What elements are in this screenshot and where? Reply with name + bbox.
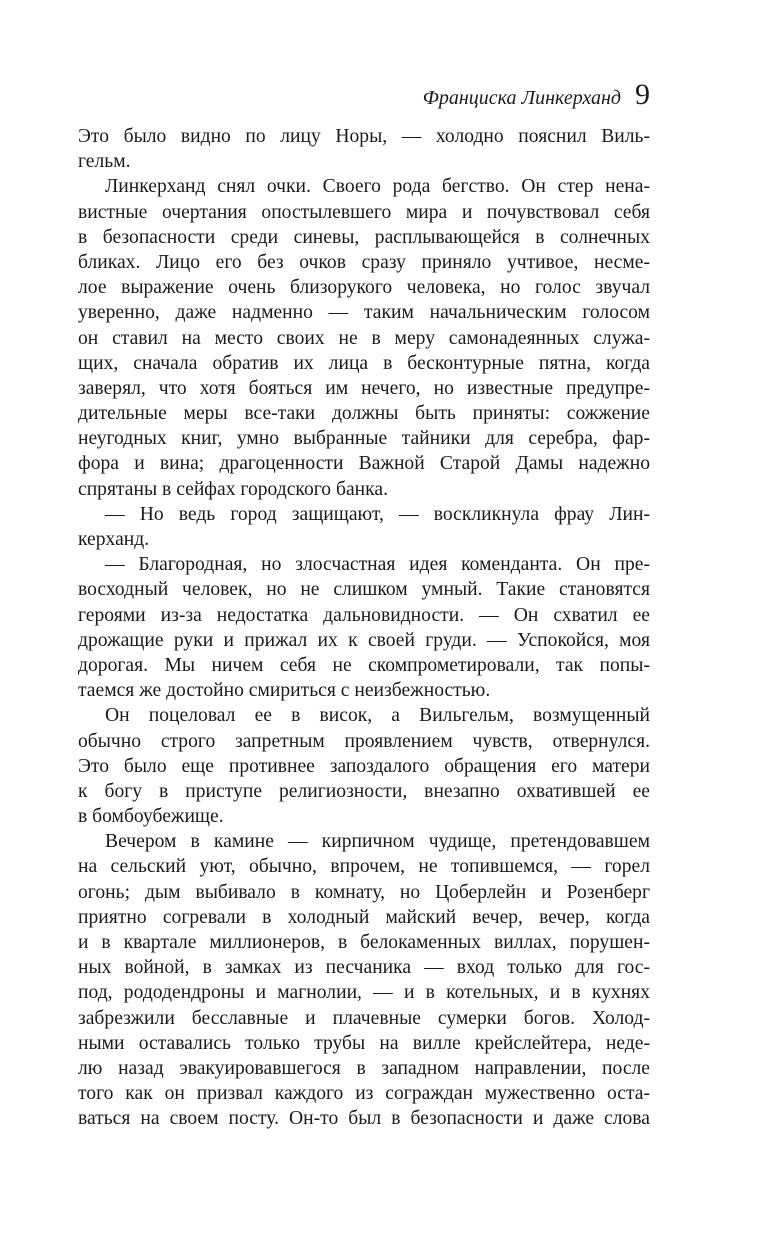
text-line: Линкерханд снял очки. Своего рода бегство. Он стер нена- (105, 176, 650, 198)
text-line: забрезжили бесславные и плачевные сумерки богов. Холод- (78, 1007, 650, 1029)
running-header (423, 80, 650, 110)
text-line: он ставил на место своих не в меру самонадеянных служа- (78, 327, 650, 349)
text-line: уверенно, даже надменно — таким начальническим голосом (78, 302, 650, 324)
text-line: — Но ведь город защищают, — воскликнула фрау Лин- (105, 503, 650, 525)
text-line: лое выражение очень близорукого человека, но голос звучал (78, 277, 650, 299)
text-line: в безопасности среди синевы, расплывающейся в солнечных (78, 226, 650, 248)
text-line: дительные меры все-таки должны быть приняты: сожжение (78, 403, 650, 425)
text-line: в бомбоубежище. (78, 806, 224, 828)
text-line: лю назад эвакуировавшегося в западном направлении, после (78, 1057, 650, 1079)
text-line: — Благородная, но злосчастная идея коменданта. Он пре- (105, 554, 650, 576)
text-line: заверял, что хотя бояться им нечего, но известные предупре- (78, 377, 650, 399)
text-line: обычно строго запретным проявлением чувств, отвернулся. (78, 730, 650, 752)
text-line: ных войной, в замках из песчаника — вход только для гос- (78, 957, 650, 979)
text-line: Это было видно по лицу Норы, — холодно пояснил Виль- (78, 126, 650, 147)
text-line: Он поцеловал ее в висок, а Вильгельм, возмущенный (105, 705, 650, 727)
text-line: неугодных книг, умно выбранные тайники для серебра, фар- (78, 428, 650, 450)
running-title: Франциска Линкерханд (422, 87, 621, 109)
text-line: Это было еще противнее запоздалого обращения его матери (78, 755, 650, 777)
text-line: и в квартале миллионеров, в белокаменных виллах, порушен- (78, 932, 650, 953)
text-line: вистные очертания опостылевшего мира и почувствовал себя (78, 201, 650, 223)
page-number: 9 (635, 78, 650, 111)
text-line: керханд. (78, 529, 150, 550)
text-line: приятно согревали в холодный майский вечер, вечер, когда (78, 906, 650, 928)
text-line: огонь; дым выбивало в комнату, но Цоберлейн и Розенберг (78, 881, 650, 903)
text-line: под, рододендроны и магнолии, — и в котельных, и в кухнях (78, 982, 650, 1004)
text-line: того как он призвал каждого из сограждан мужественно оста- (78, 1083, 650, 1105)
text-line: дорогая. Мы ничем себя не скомпрометировали, так попы- (78, 654, 650, 676)
text-line: фора и вина; драгоценности Важной Старой Дамы надежно (78, 453, 650, 475)
text-line: спрятаны в сейфах городского банка. (78, 478, 388, 500)
text-line: ваться на своем посту. Он-то был в безопасности и даже слова (78, 1108, 650, 1130)
text-line: бликах. Лицо его без очков сразу приняло учтивое, несме- (78, 251, 650, 273)
text-line: восходный человек, но не слишком умный. Такие становятся (78, 579, 650, 601)
body-text (78, 124, 650, 1132)
text-line: дрожащие руки и прижал их к своей груди. — Успокойся, моя (78, 629, 650, 651)
text-line: на сельский уют, обычно, впрочем, не топившемся, — горел (78, 856, 650, 878)
text-line: ными оставались только трубы на вилле крейслейтера, неде- (78, 1032, 650, 1054)
text-line: Вечером в камине — кирпичном чудище, претендовавшем (105, 831, 650, 853)
text-line: таемся же достойно смириться с неизбежностью. (78, 680, 491, 702)
text-line: к богу в приступе религиозности, внезапно охватившей ее (78, 780, 650, 802)
text-line: щих, сначала обратив их лица в бесконтурные пятна, когда (78, 352, 650, 374)
text-line: гельм. (78, 151, 131, 173)
text-line: героями из-за недостатка дальновидности. — Он схватил ее (78, 604, 650, 626)
